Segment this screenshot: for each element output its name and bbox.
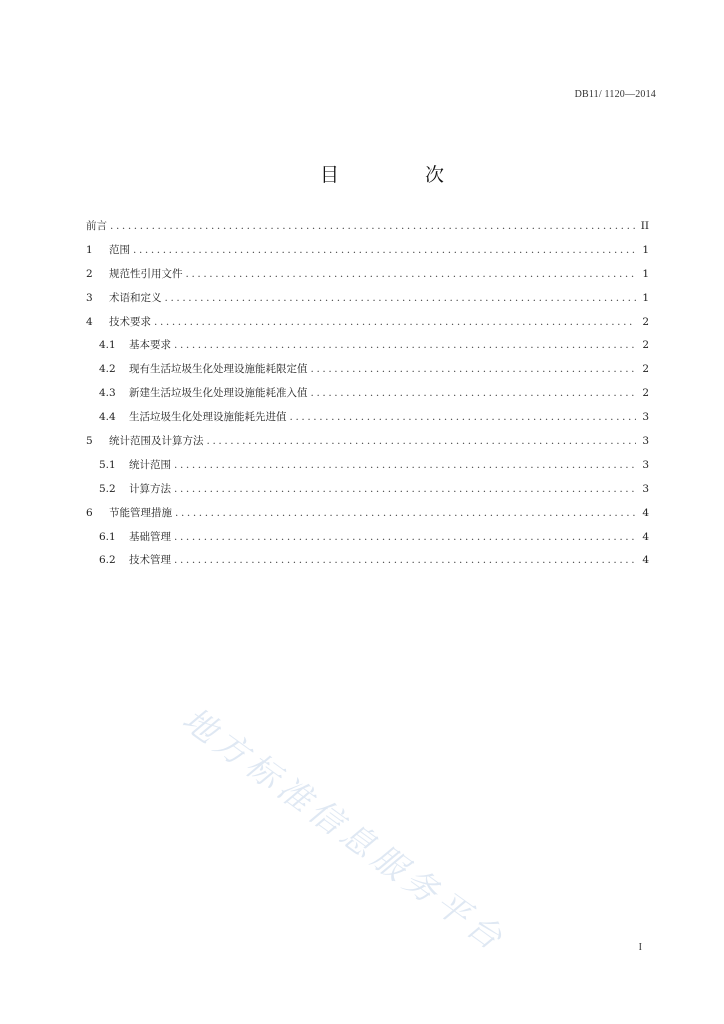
toc-entry-label: 节能管理措施 [109,506,172,519]
toc-entry-number: 6.2 [99,554,116,567]
toc-entry-number: 6 [86,506,93,519]
toc-entry[interactable] [86,337,649,361]
toc-entry-page: 2 [642,315,649,328]
toc-leader-dots [174,554,636,566]
toc-entry-number: 4 [86,315,93,328]
toc-entry[interactable] [86,552,649,576]
toc-leader-dots [186,268,637,280]
toc-entry-label: 技术要求 [109,315,151,328]
toc-entry-number: 4.1 [99,339,116,352]
toc-entry-page: 2 [642,387,649,400]
toc-entry-page: II [640,220,649,232]
toc-entry[interactable] [86,529,649,553]
toc-entry-page: 3 [642,482,649,495]
toc-leader-dots [154,316,636,328]
toc-entry-label: 生活垃圾生化处理设施能耗先进值 [129,411,287,424]
toc-entry-label: 计算方法 [129,482,171,495]
toc-entry[interactable] [86,242,649,266]
toc-entry-page: 1 [642,291,649,304]
toc-entry-number: 1 [86,243,93,256]
toc-entry[interactable] [86,266,649,290]
toc-entry-page: 3 [642,458,649,471]
toc-entry-label: 统计范围及计算方法 [109,435,204,448]
toc-leader-dots [174,459,636,471]
toc-entry[interactable] [86,409,649,433]
watermark: 地方标准信息服务平台 [175,699,514,961]
toc-title: 目 次 [319,164,485,186]
toc-leader-dots [174,531,636,543]
toc-entry-page: 1 [642,267,649,280]
toc-entry-page: 4 [642,506,649,519]
toc-entry-label: 范围 [109,243,130,256]
toc-entry[interactable] [86,361,649,385]
table-of-contents [86,218,649,576]
toc-entry-number: 4.2 [99,363,116,376]
toc-entry-label: 前言 [86,220,107,232]
toc-entry-page: 4 [642,530,649,543]
toc-entry[interactable] [86,314,649,338]
toc-leader-dots [175,507,636,519]
toc-entry-label: 基本要求 [129,339,171,352]
toc-entry[interactable] [86,457,649,481]
toc-entry-page: 2 [642,339,649,352]
toc-entry-page: 3 [642,411,649,424]
toc-entry-number: 4.3 [99,387,116,400]
toc-entry-number: 5 [86,435,93,448]
toc-leader-dots [311,363,637,375]
toc-entry-number: 5.2 [99,482,116,495]
toc-entry-page: 1 [642,243,649,256]
toc-entry-label: 现有生活垃圾生化处理设施能耗限定值 [129,363,308,376]
toc-entry-label: 基础管理 [129,530,171,543]
toc-entry-label: 新建生活垃圾生化处理设施能耗准入值 [129,387,308,400]
toc-entry-page: 2 [642,363,649,376]
toc-entry-number: 6.1 [99,530,116,543]
toc-entry[interactable] [86,505,649,529]
document-code: DB11/ 1120—2014 [574,89,656,100]
toc-entry[interactable] [86,218,649,242]
toc-leader-dots [165,292,637,304]
toc-entry-number: 5.1 [99,458,116,471]
toc-leader-dots [133,244,636,256]
toc-leader-dots [290,411,637,423]
toc-entry[interactable] [86,433,649,457]
toc-leader-dots [207,435,637,447]
toc-entry-page: 3 [642,435,649,448]
toc-entry[interactable] [86,290,649,314]
toc-entry-number: 2 [86,267,93,280]
toc-entry-number: 3 [86,291,93,304]
toc-entry[interactable] [86,481,649,505]
toc-leader-dots [174,339,636,351]
toc-entry-label: 规范性引用文件 [109,267,183,280]
toc-entry-label: 技术管理 [129,554,171,567]
toc-leader-dots [174,483,636,495]
toc-entry-page: 4 [642,554,649,567]
toc-entry-label: 统计范围 [129,458,171,471]
toc-leader-dots [311,387,637,399]
toc-leader-dots [110,220,636,232]
toc-entry[interactable] [86,385,649,409]
toc-entry-number: 4.4 [99,411,116,424]
toc-entry-label: 术语和定义 [109,291,162,304]
page-number: I [638,942,642,953]
